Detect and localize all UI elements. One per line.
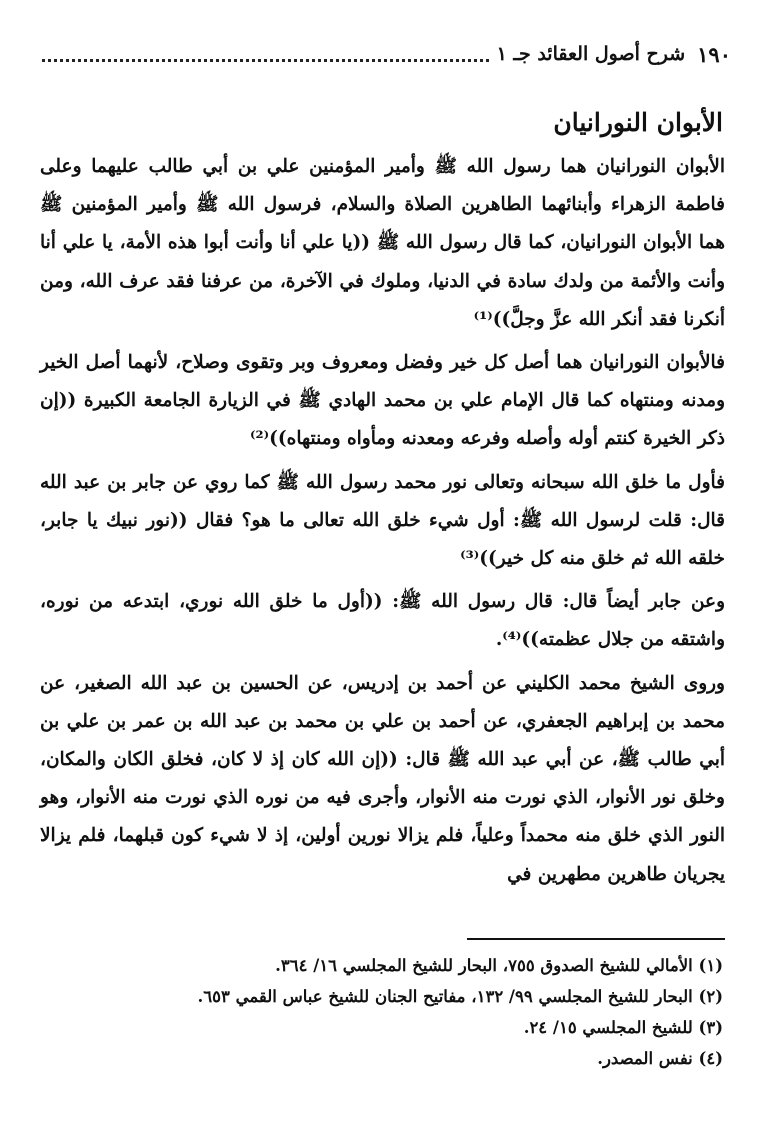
body-text (40, 148, 725, 894)
footnote: (١) الأمالي للشيخ الصدوق ٧٥٥، البحار للشيخ المجلسي ١٦/ ٣٦٤. (275, 956, 723, 975)
paragraph: وعن جابر أيضاً قال: قال رسول الله ﷺ: ((أول ما خلق الله نوري، ابتدعه من نوره، واشتقه من جلال عظمته))⁽⁴⁾. (40, 591, 725, 651)
paragraph: فأول ما خلق الله سبحانه وتعالى نور محمد رسول الله ﷺ كما روي عن جابر بن عبد الله قال: قلت لرسول الله ﷺ: أول شيء خلق الله تعالى ما هو؟ فقال ((نور نبيك يا جابر، خلقه الله ثم خلق منه كل خير))⁽³⁾ (40, 471, 725, 570)
footnote: (٤) نفس المصدر. (597, 1049, 723, 1068)
running-header (34, 36, 731, 72)
page-number: ١٩٠ (697, 41, 731, 67)
footnote: (٢) البحار للشيخ المجلسي ٩٩/ ١٣٢، مفاتيح الجنان للشيخ عباس القمي ٦٥٣. (197, 987, 723, 1006)
footnote: (٣) للشيخ المجلسي ١٥/ ٢٤. (523, 1018, 723, 1037)
section-title: الأبوان النورانيان (553, 108, 723, 137)
paragraph: الأبوان النورانيان هما رسول الله ﷺ وأمير المؤمنين علي بن أبي طالب عليهما وعلى فاطمة الزهراء وأبنائهما الطاهرين الصلاة والسلام، فرسول الله ﷺ وأمير المؤمنين ﷺ هما الأبوان النورانيان، كما قال رسول الله ﷺ ((يا علي أنا وأنت أبوا هذه الأمة، يا علي أنا وأنت والأئمة من ولدك سادة في الدنيا، وملوك في الآخرة، من عرفنا فقد عرف الله، ومن أنكرنا فقد أنكر الله عزَّ وجلَّ))⁽¹⁾ (40, 156, 725, 330)
paragraph: فالأبوان النورانيان هما أصل كل خير وفضل ومعروف وبر وتقوى وصلاح، لأنهما أصل الخير ومدنه ومنتهاه كما قال الإمام علي بن محمد الهادي ﷺ في الزيارة الجامعة الكبيرة ((إن ذكر الخيرة كنتم أوله وأصله وفرعه ومعدنه ومأواه ومنتهاه))⁽²⁾ (40, 352, 725, 450)
book-title: شرح أصول العقائد جـ ١ (496, 43, 686, 65)
dotted-leader (42, 47, 489, 62)
footnote-separator (467, 938, 725, 940)
paragraph: وروى الشيخ محمد الكليني عن أحمد بن إدريس، عن الحسين بن عبد الله الصغير، عن محمد بن إبراهيم الجعفري، عن أحمد بن علي بن محمد بن عبد الله بن عمر بن علي بن أبي طالب ﷺ، عن أبي عبد الله ﷺ قال: ((إن الله كان إذ لا كان، فخلق الكان والمكان، وخلق نور الأنوار، الذي نورت منه الأنوار، وأجرى فيه من نوره الذي نورت منه الأنوار، وهو النور الذي خلق منه محمداً وعلياً، فلم يزالا نورين أولين، إذ لا شيء كون قبلهما، فلم يزالا يجريان طاهرين مطهرين في (40, 672, 725, 885)
footnotes (60, 950, 723, 1074)
